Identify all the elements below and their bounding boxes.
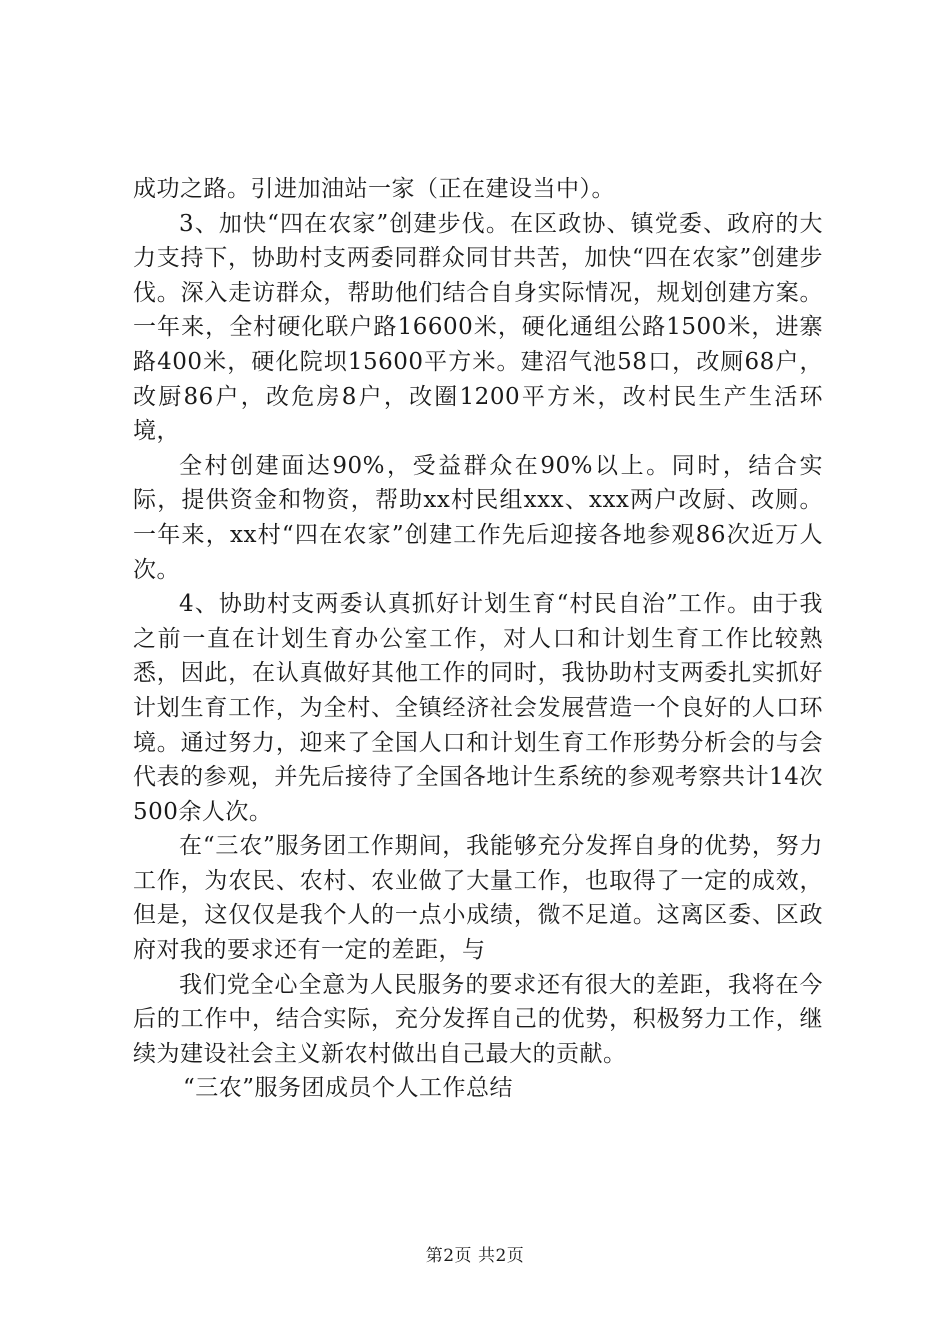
paragraph-continuation: 成功之路。引进加油站一家（正在建设当中）。 <box>133 176 615 202</box>
document-title-line: “三农”服务团成员个人工作总结 <box>183 1075 514 1102</box>
page-footer: 第2页 共2页 <box>425 1246 525 1266</box>
paragraph-summary: 在“三农”服务团工作期间，我能够充分发挥自身的优势，努力工作，为农民、农村、农业做了大量工作，也取得了一定的成效，但是，这仅仅是我个人的一点小成绩，微不足道。这离区委、区政府对我的要求还有一定的差距，与 <box>133 833 823 964</box>
paragraph-item-3: 3、加快“四在农家”创建步伐。在区政协、镇党委、政府的大力支持下，协助村支两委同群众同甘共苦，加快“四在农家”创建步伐。深入走访群众，帮助他们结合自身实际情况，规划创建方案。一年来，全村硬化联户路16600米，硬化通组公路1500米，进寨路400米，硬化院坝15600平方米。建沼气池58口，改厕68户，改厨86户，改危房8户，改圈1200平方米，改村民生产生活环境， <box>133 210 823 445</box>
paragraph-closing: 我们党全心全意为人民服务的要求还有很大的差距，我将在今后的工作中，结合实际，充分发挥自己的优势，积极努力工作，继续为建设社会主义新农村做出自己最大的贡献。 <box>133 971 823 1067</box>
document-body <box>133 172 823 1106</box>
paragraph-item-4: 4、协助村支两委认真抓好计划生育“村民自治”工作。由于我之前一直在计划生育办公室工作，对人口和计划生育工作比较熟悉，因此，在认真做好其他工作的同时，我协助村支两委扎实抓好计划生育工作，为全村、全镇经济社会发展营造一个良好的人口环境。通过努力，迎来了全国人口和计划生育工作形势分析会的与会代表的参观，并先后接待了全国各地计生系统的参观考察共计14次500余人次。 <box>133 591 823 825</box>
paragraph-village-stats: 全村创建面达90%，受益群众在90%以上。同时，结合实际，提供资金和物资，帮助xx村民组xxx、xxx两户改厨、改厕。一年来，xx村“四在农家”创建工作先后迎接各地参观86次近万人次。 <box>133 452 823 583</box>
